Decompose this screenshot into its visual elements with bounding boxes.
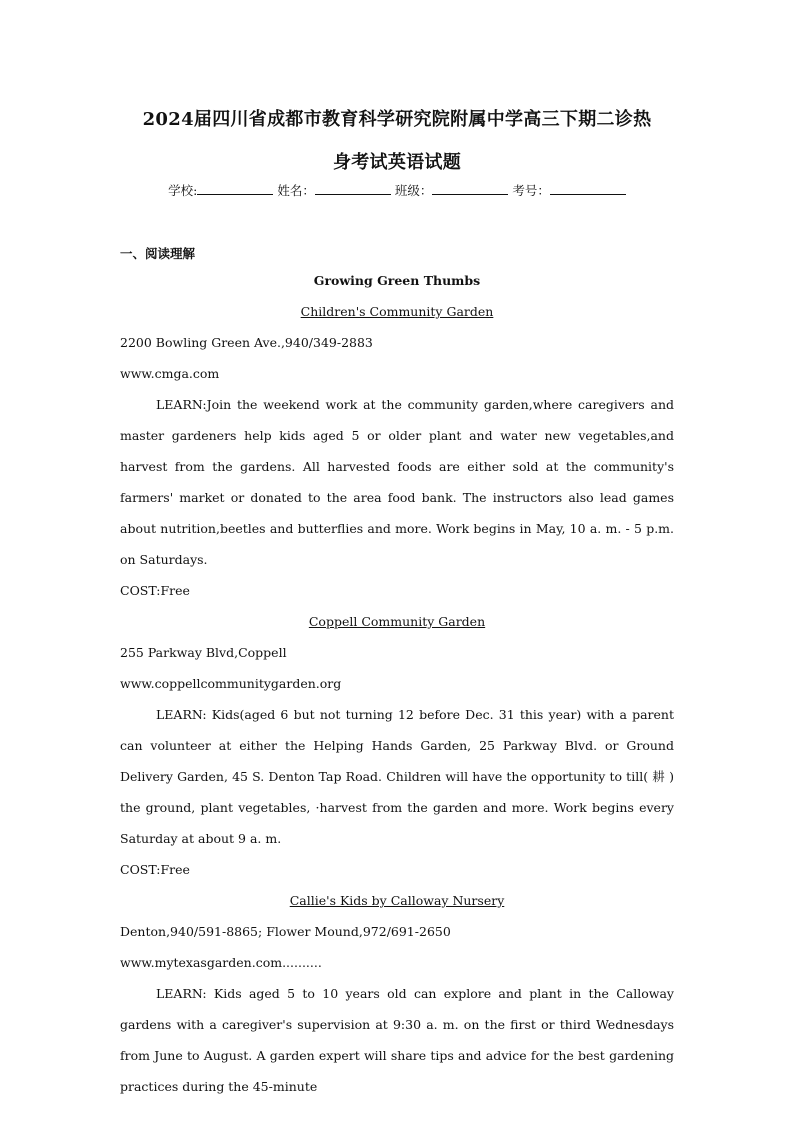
garden-2-website: www.coppellcommunitygarden.org <box>120 676 342 691</box>
article-title: Growing Green Thumbs <box>313 273 481 288</box>
school-blank[interactable] <box>197 182 273 195</box>
garden-3-website: www.mytexasgarden.com.......... <box>120 955 322 970</box>
document-title-line-1: 2024届四川省成都市教育科学研究院附属中学高三下期二诊热 <box>142 109 652 130</box>
garden-2-name: Coppell Community Garden <box>308 614 486 629</box>
garden-1-name: Children's Community Garden <box>300 304 494 319</box>
class-label: 班级： <box>394 183 433 198</box>
section-heading: 一、阅读理解 <box>120 246 196 261</box>
student-info-line <box>0 181 794 199</box>
garden-2-cost: COST:Free <box>120 862 190 877</box>
garden-3-learn: LEARN: Kids aged 5 to 10 years old can explore and plant in the Calloway gardens with a caregiver's supervision at 9:30 a. m. on the first or third Wednesdays from June to August. A garden expert will share tips and advice for the best gardening practices during the 45-minute <box>120 986 674 1094</box>
school-label: 学校: <box>168 183 198 198</box>
garden-1-address: 2200 Bowling Green Ave.,940/349-2883 <box>120 335 373 350</box>
article-content <box>120 265 674 1102</box>
garden-1-website: www.cmga.com <box>120 366 220 381</box>
document-title-line-2: 身考试英语试题 <box>332 152 462 173</box>
exam-number-blank[interactable] <box>550 182 626 195</box>
name-label: 姓名： <box>277 183 315 198</box>
garden-1-learn: LEARN:Join the weekend work at the community garden,where caregivers and master gardeners help kids aged 5 or older plant and water new vegetables,and harvest from the gardens. All harvested foods are either sold at the community's farmers' market or donated to the area food bank. The instructors also lead games about nutrition,beetles and butterflies and more. Work begins in May, 10 a. m. - 5 p.m. on Saturdays. <box>120 397 674 567</box>
garden-1-cost: COST:Free <box>120 583 190 598</box>
garden-3-name: Callie's Kids by Calloway Nursery <box>289 893 505 908</box>
exam-number-label: 考号： <box>512 183 550 198</box>
class-blank[interactable] <box>432 182 508 195</box>
garden-3-address: Denton,940/591-8865; Flower Mound,972/691-2650 <box>120 924 451 939</box>
garden-2-learn: LEARN: Kids(aged 6 but not turning 12 before Dec. 31 this year) with a parent can volunteer at either the Helping Hands Garden, 25 Parkway Blvd. or Ground Delivery Garden, 45 S. Denton Tap Road. Children will have the opportunity to till( 耕 ) the ground, plant vegetables, ·harvest from the garden and more. Work begins every Saturday at about 9 a. m. <box>120 707 674 846</box>
name-blank[interactable] <box>315 182 391 195</box>
garden-2-address: 255 Parkway Blvd,Coppell <box>120 645 287 660</box>
